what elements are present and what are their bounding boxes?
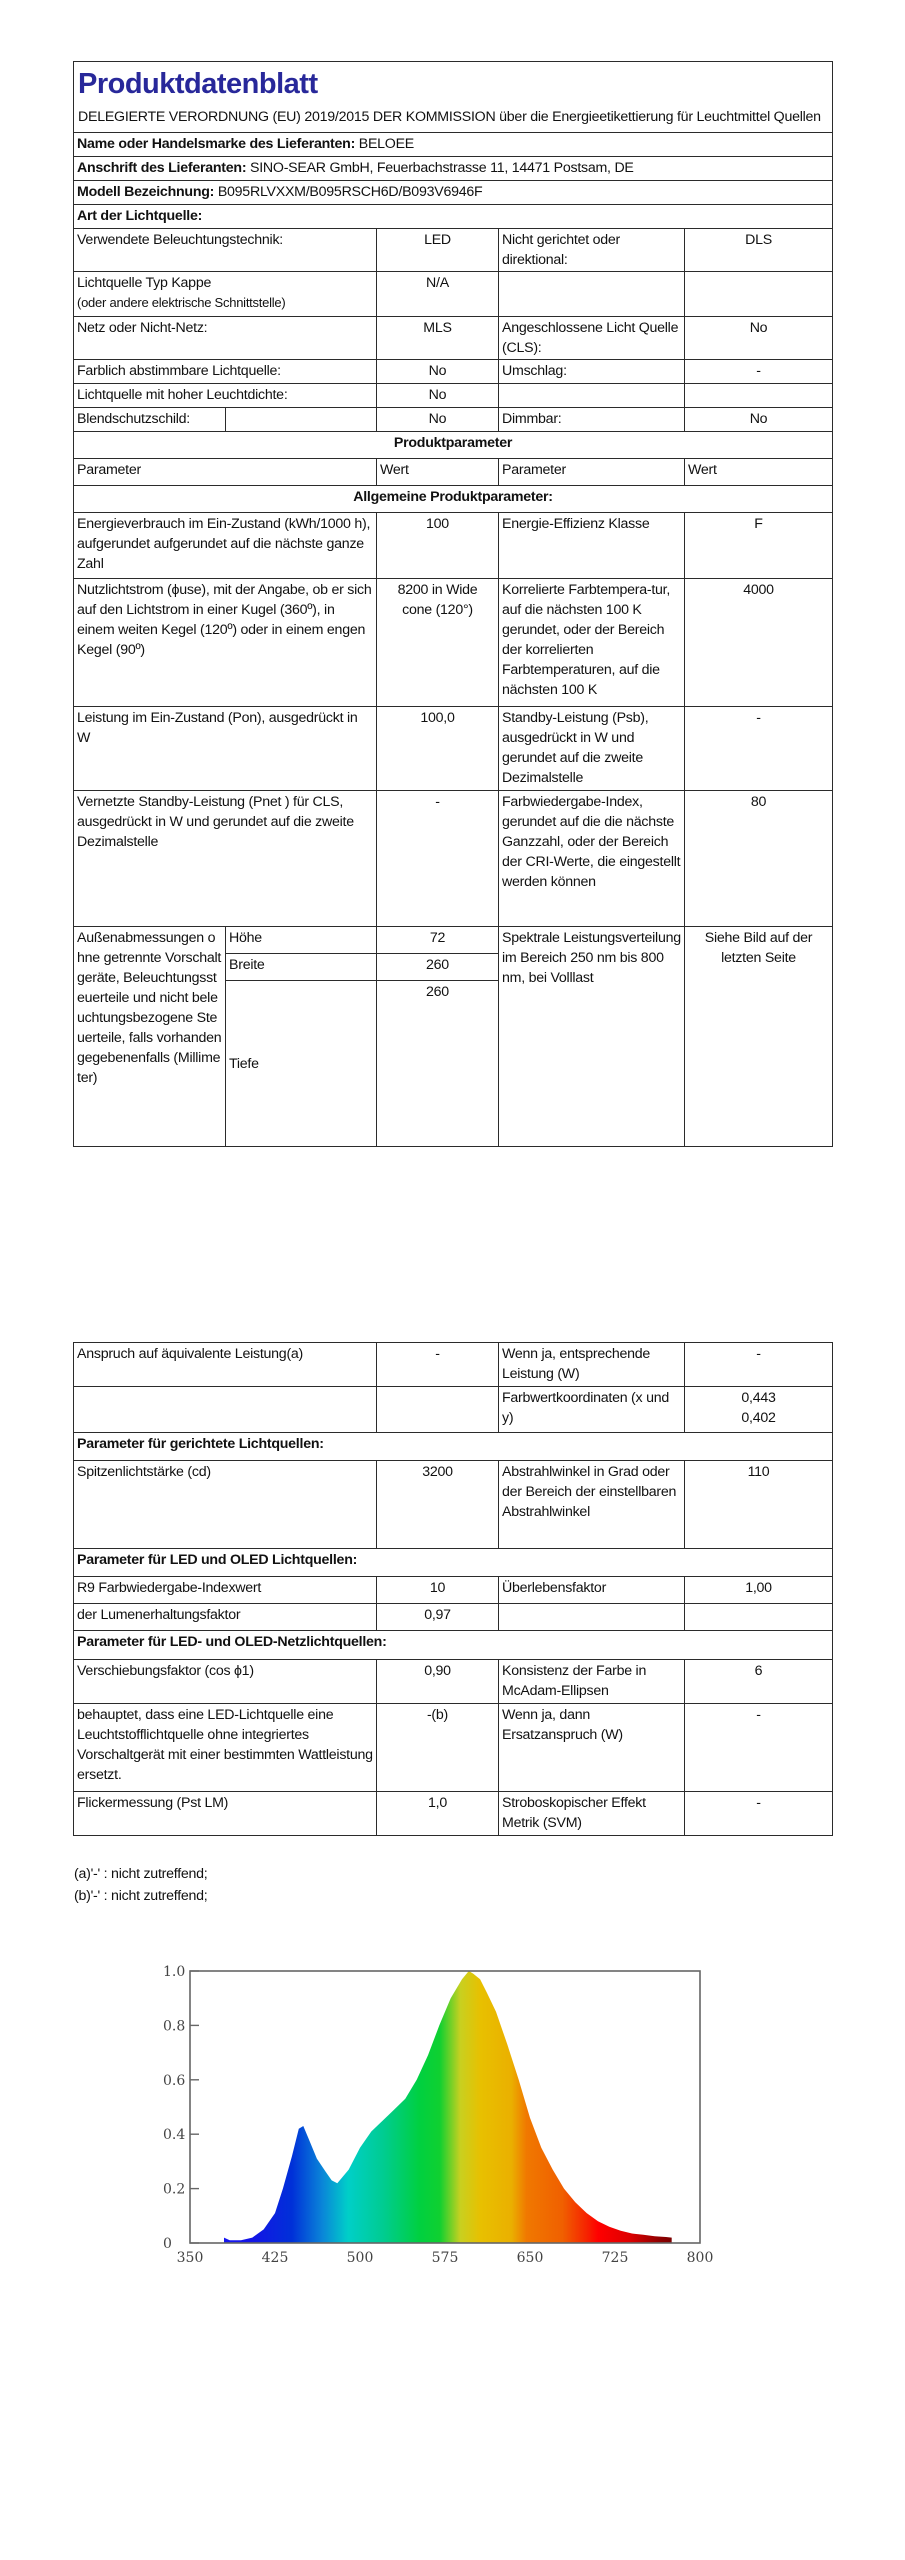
- param-value: F: [685, 513, 833, 579]
- param-label: Konsistenz der Farbe in McAdam-Ellipsen: [499, 1660, 685, 1704]
- param-value: 4000: [685, 579, 833, 707]
- column-header: Parameter: [74, 459, 377, 486]
- param-value: 100: [377, 513, 499, 579]
- param-value: No: [685, 408, 833, 432]
- param-label: Angeschlossene Licht Quelle (CLS):: [499, 317, 685, 360]
- param-label: Flickermessung (Pst LM): [74, 1792, 377, 1836]
- dimension-width-label: Breite: [226, 954, 377, 981]
- param-value: N/A: [377, 272, 499, 317]
- product-datasheet-table-2: [73, 1342, 832, 1836]
- chromaticity-x: 0,443: [741, 1390, 776, 1406]
- param-label: behauptet, dass eine LED-Lichtquelle eine Leuchtstofflichtquelle ohne integriertes Vorschaltgerät mit einer bestimmten Wattleistung ersetzt.: [74, 1704, 377, 1792]
- empty-cell: [377, 1387, 499, 1433]
- param-label: Wenn ja, dann Ersatzanspruch (W): [499, 1704, 685, 1792]
- x-tick-label: 425: [261, 2250, 289, 2266]
- model-value: B095RLVXXM/B095RSCH6D/B093V6946F: [214, 184, 483, 200]
- model-label: Modell Bezeichnung:: [77, 184, 215, 200]
- spectrum-fill: [224, 1971, 672, 2243]
- param-label: Netz oder Nicht-Netz:: [74, 317, 377, 360]
- dimension-width-value: 260: [377, 954, 499, 981]
- y-tick-label: 0.2: [163, 2181, 186, 2198]
- product-parameters-heading: Produktparameter: [74, 432, 833, 459]
- param-label: [499, 1604, 685, 1631]
- param-label: [499, 384, 685, 408]
- y-tick-label: 0.4: [163, 2127, 186, 2144]
- supplier-name-value: BELOEE: [355, 136, 415, 152]
- param-value: MLS: [377, 317, 499, 360]
- x-tick-label: 650: [516, 2250, 544, 2266]
- param-label: Umschlag:: [499, 360, 685, 384]
- product-datasheet-table-1: [73, 61, 832, 1147]
- directional-heading: Parameter für gerichtete Lichtquellen:: [74, 1433, 833, 1461]
- datasheet-table: [73, 61, 833, 1147]
- spd-label: Spektrale Leistungsverteilung im Bereich 250 nm bis 800 nm, bei Volllast: [499, 927, 685, 1147]
- param-label: Leistung im Ein-Zustand (Pon), ausgedrückt in W: [74, 707, 377, 791]
- light-source-type-heading: Art der Lichtquelle:: [74, 205, 833, 229]
- param-label: Verwendete Beleuchtungstechnik:: [74, 229, 377, 272]
- footnote-b: (b)'-' : nicht zutreffend;: [74, 1888, 208, 1904]
- param-value: -(b): [377, 1704, 499, 1792]
- param-label: Wenn ja, entsprechende Leistung (W): [499, 1343, 685, 1387]
- dimension-height-value: 72: [377, 927, 499, 954]
- regulation-subtitle: DELEGIERTE VERORDNUNG (EU) 2019/2015 DER KOMMISSION über die Energieetikettierung für Leuchtmittel Quellen: [78, 109, 821, 125]
- general-parameters-heading: Allgemeine Produktparameter:: [74, 486, 833, 513]
- param-label: Energieverbrauch im Ein-Zustand (kWh/1000 h), aufgerundet aufgerundet auf die nächste ganze Zahl: [74, 513, 377, 579]
- mains-led-oled-heading: Parameter für LED- und OLED-Netzlichtquellen:: [74, 1631, 833, 1660]
- param-label: Farbwiedergabe-Index, gerundet auf die die nächste Ganzzahl, oder der Bereich der CRI-Werte, die eingestellt werden können: [499, 791, 685, 927]
- x-tick-label: 350: [176, 2250, 204, 2266]
- param-label: Korrelierte Farbtempera-tur, auf die nächsten 100 K gerundet, oder der Bereich der korrelierten Farbtemperaturen, auf die nächsten 100 K: [499, 579, 685, 707]
- supplier-address-label: Anschrift des Lieferanten:: [77, 160, 247, 176]
- x-tick-label: 725: [601, 2250, 629, 2266]
- spd-value: Siehe Bild auf der letzten Seite: [685, 927, 833, 1147]
- param-value: [685, 1604, 833, 1631]
- spectral-power-distribution-chart: [140, 1955, 740, 2275]
- param-label: Nicht gerichtet oder direktional:: [499, 229, 685, 272]
- param-value: -: [685, 360, 833, 384]
- param-value: No: [377, 384, 499, 408]
- param-value: No: [685, 317, 833, 360]
- param-value: 6: [685, 1660, 833, 1704]
- param-label: R9 Farbwiedergabe-Indexwert: [74, 1577, 377, 1604]
- param-value: 1,0: [377, 1792, 499, 1836]
- param-value: LED: [377, 229, 499, 272]
- spectrum-area: [224, 1971, 672, 2243]
- cap-type-sublabel: (oder andere elektrische Schnittstelle): [77, 295, 286, 310]
- supplier-address-value: SINO-SEAR GmbH, Feuerbachstrasse 11, 14471 Postsam, DE: [246, 160, 634, 176]
- param-value: 0,90: [377, 1660, 499, 1704]
- param-value: -: [685, 1343, 833, 1387]
- param-label: Farblich abstimmbare Lichtquelle:: [74, 360, 377, 384]
- datasheet-table-continued: [73, 1342, 833, 1836]
- param-value: -: [685, 707, 833, 791]
- param-label: Abstrahlwinkel in Grad oder der Bereich der einstellbaren Abstrahlwinkel: [499, 1461, 685, 1549]
- dimension-height-label: Höhe: [226, 927, 377, 954]
- param-label: der Lumenerhaltungsfaktor: [74, 1604, 377, 1631]
- param-value: 3200: [377, 1461, 499, 1549]
- supplier-name-row: [74, 133, 833, 157]
- param-value: 8200 in Wide cone (120°): [377, 579, 499, 707]
- page-title: Produktdatenblatt: [78, 68, 318, 100]
- param-label: [74, 272, 377, 317]
- chromaticity-y: 0,402: [741, 1410, 776, 1426]
- column-header: Parameter: [499, 459, 685, 486]
- footnote-a: (a)'-' : nicht zutreffend;: [74, 1866, 208, 1882]
- param-label: Lichtquelle mit hoher Leuchtdichte:: [74, 384, 377, 408]
- param-value: 80: [685, 791, 833, 927]
- y-tick-label: 0.8: [163, 2018, 186, 2035]
- param-value: DLS: [685, 229, 833, 272]
- param-value: 1,00: [685, 1577, 833, 1604]
- param-value: 0,97: [377, 1604, 499, 1631]
- y-tick-label: 0.6: [163, 2072, 186, 2089]
- param-label: Nutzlichtstrom (ϕuse), mit der Angabe, ob er sich auf den Lichtstrom in einer Kugel (360º), in einem weiten Kegel (120º) oder in einem engen Kegel (90º): [74, 579, 377, 707]
- param-value: [685, 384, 833, 408]
- param-label: Spitzenlichtstärke (cd): [74, 1461, 377, 1549]
- param-value: -: [377, 1343, 499, 1387]
- empty-cell: [74, 1387, 377, 1433]
- param-label: Verschiebungsfaktor (cos ϕ1): [74, 1660, 377, 1704]
- param-value: -: [377, 791, 499, 927]
- x-tick-label: 800: [686, 2250, 714, 2266]
- param-value: [685, 272, 833, 317]
- spd-chart-svg: [140, 1955, 740, 2275]
- dimension-depth-label: Tiefe: [226, 981, 377, 1147]
- y-axis-ticks: [163, 1964, 199, 2252]
- dimension-depth-value: 260: [377, 981, 499, 1147]
- param-label: Standby-Leistung (Psb), ausgedrückt in W und gerundet auf die zweite Dezimalstelle: [499, 707, 685, 791]
- column-header: Wert: [377, 459, 499, 486]
- param-label: Überlebensfaktor: [499, 1577, 685, 1604]
- cap-type-label: Lichtquelle Typ Kappe: [77, 275, 212, 291]
- chromaticity-values: [685, 1387, 833, 1433]
- param-label: Stroboskopischer Effekt Metrik (SVM): [499, 1792, 685, 1836]
- param-value: -: [685, 1704, 833, 1792]
- param-value: 110: [685, 1461, 833, 1549]
- supplier-name-label: Name oder Handelsmarke des Lieferanten:: [77, 136, 356, 152]
- param-label: Farbwertkoordinaten (x und y): [499, 1387, 685, 1433]
- x-tick-label: 500: [346, 2250, 374, 2266]
- model-row: [74, 181, 833, 205]
- param-value: No: [377, 360, 499, 384]
- empty-cell: [226, 408, 377, 432]
- y-tick-label: 0: [163, 2236, 172, 2252]
- param-label: Energie-Effizienz Klasse: [499, 513, 685, 579]
- param-label: Anspruch auf äquivalente Leistung(a): [74, 1343, 377, 1387]
- param-label: Vernetzte Standby-Leistung (Pnet ) für CLS, ausgedrückt in W und gerundet auf die zweite Dezimalstelle: [74, 791, 377, 927]
- led-oled-heading: Parameter für LED und OLED Lichtquellen:: [74, 1549, 833, 1577]
- x-tick-label: 575: [431, 2250, 459, 2266]
- y-tick-label: 1.0: [163, 1964, 186, 1980]
- param-label: Blendschutzschild:: [74, 408, 226, 432]
- dimensions-label: Außenabmessungen ohne getrennte Vorschaltgeräte, Beleuchtungssteuerteile und nicht beleuchtungsbezogene Steuerteile, falls vorhanden gegebenenfalls (Millimeter): [74, 927, 226, 1147]
- column-header: Wert: [685, 459, 833, 486]
- param-value: No: [377, 408, 499, 432]
- param-value: -: [685, 1792, 833, 1836]
- x-axis-ticks: [177, 2250, 714, 2266]
- supplier-address-row: [74, 157, 833, 181]
- param-label: [499, 272, 685, 317]
- header-cell: [74, 62, 833, 133]
- param-label: Dimmbar:: [499, 408, 685, 432]
- param-value: 100,0: [377, 707, 499, 791]
- param-value: 10: [377, 1577, 499, 1604]
